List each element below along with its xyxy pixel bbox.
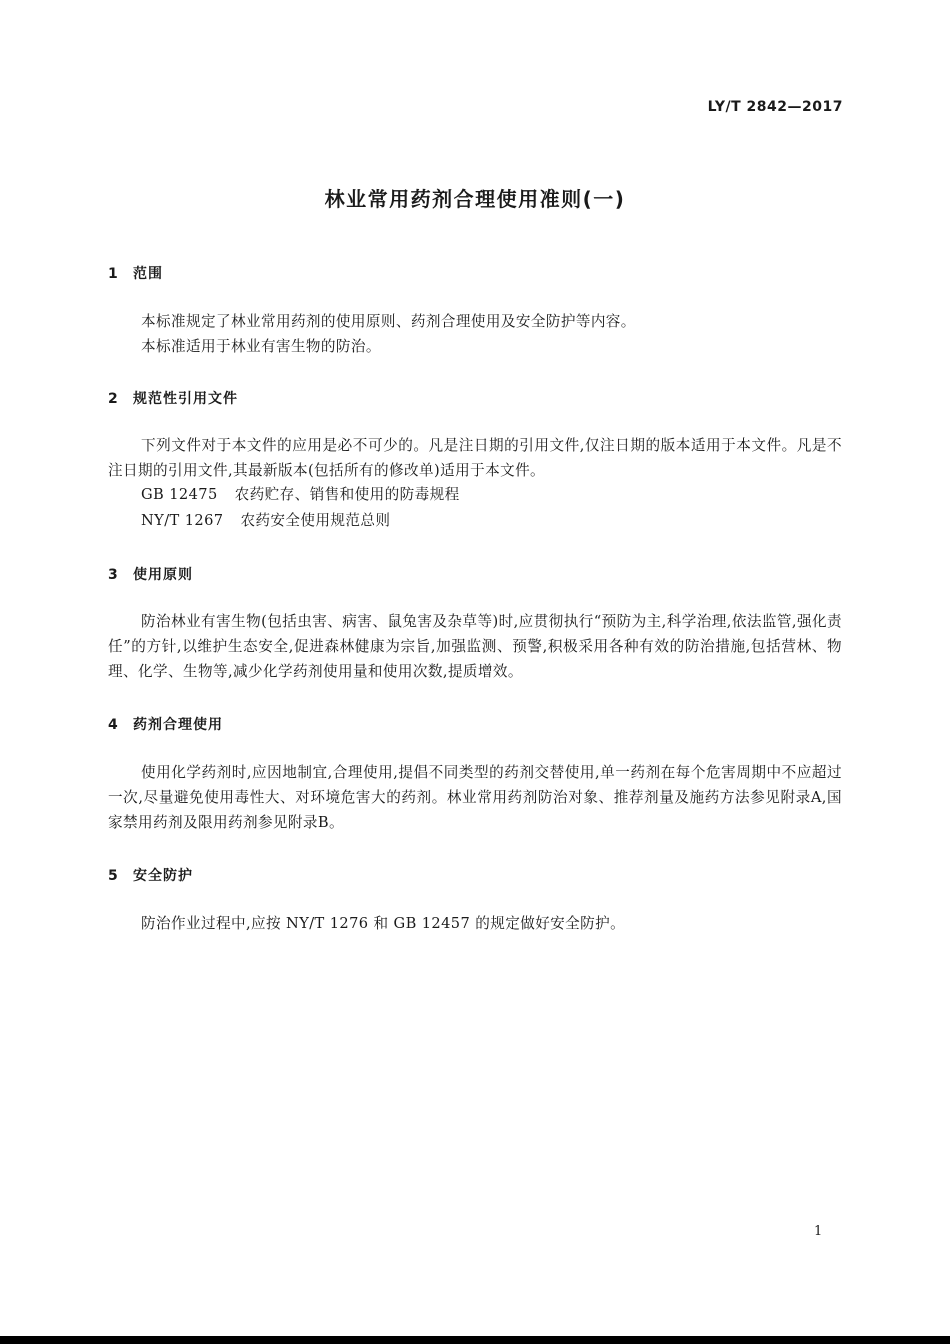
reference-code: GB 12475: [141, 486, 218, 503]
reference-title: 农药贮存、销售和使用的防毒规程: [234, 486, 460, 503]
section-number: 4: [108, 717, 119, 733]
principles-paragraph: 防治林业有害生物(包括虫害、病害、鼠兔害及杂草等)时,应贯彻执行“预防为主,科学治理,依法监管,强化责任”的方针,以维护生态安全,促进森林健康为宗旨,加强监测、预警,积极采用各种有效的防治措施,包括营林、物理、化学、生物等,减少化学药剂使用量和使用次数,提质增效。: [108, 613, 842, 680]
section-number: 3: [108, 567, 119, 583]
bottom-border: [0, 1336, 950, 1344]
section-title: 范围: [133, 266, 163, 282]
section-title: 安全防护: [133, 868, 193, 884]
rational-use-paragraph: 使用化学药剂时,应因地制宜,合理使用,提倡不同类型的药剂交替使用,单一药剂在每个危害周期中不应超过一次,尽量避免使用毒性大、对环境危害大的药剂。林业常用药剂防治对象、推荐剂量及施药方法参见附录A,国家禁用药剂及限用药剂参见附录B。: [108, 764, 842, 831]
scope-paragraph-2: 本标准适用于林业有害生物的防治。: [141, 338, 381, 355]
scope-paragraph-1: 本标准规定了林业常用药剂的使用原则、药剂合理使用及安全防护等内容。: [141, 313, 636, 330]
standard-code: LY/T 2842—2017: [707, 99, 843, 115]
section-heading-normative-references: [108, 388, 238, 408]
document-title: 林业常用药剂合理使用准则(一): [324, 187, 626, 211]
reference-item: [141, 483, 460, 504]
safety-paragraph: 防治作业过程中,应按 NY/T 1276 和 GB 12457 的规定做好安全防护。: [141, 915, 626, 932]
section-heading-principles: [108, 564, 193, 584]
reference-item: [141, 509, 390, 530]
page-number: 1: [814, 1224, 823, 1239]
section-heading-scope: [108, 263, 163, 283]
reference-title: 农药安全使用规范总则: [240, 512, 391, 529]
section-number: 1: [108, 266, 119, 282]
section-number: 5: [108, 868, 119, 884]
section-title: 规范性引用文件: [133, 391, 238, 407]
references-intro-paragraph: 下列文件对于本文件的应用是必不可少的。凡是注日期的引用文件,仅注日期的版本适用于本文件。凡是不注日期的引用文件,其最新版本(包括所有的修改单)适用于本文件。: [108, 437, 842, 479]
section-title: 使用原则: [133, 567, 193, 583]
section-title: 药剂合理使用: [133, 717, 223, 733]
section-heading-safety: [108, 865, 193, 885]
section-number: 2: [108, 391, 119, 407]
reference-code: NY/T 1267: [141, 512, 224, 529]
section-heading-rational-use: [108, 714, 223, 734]
